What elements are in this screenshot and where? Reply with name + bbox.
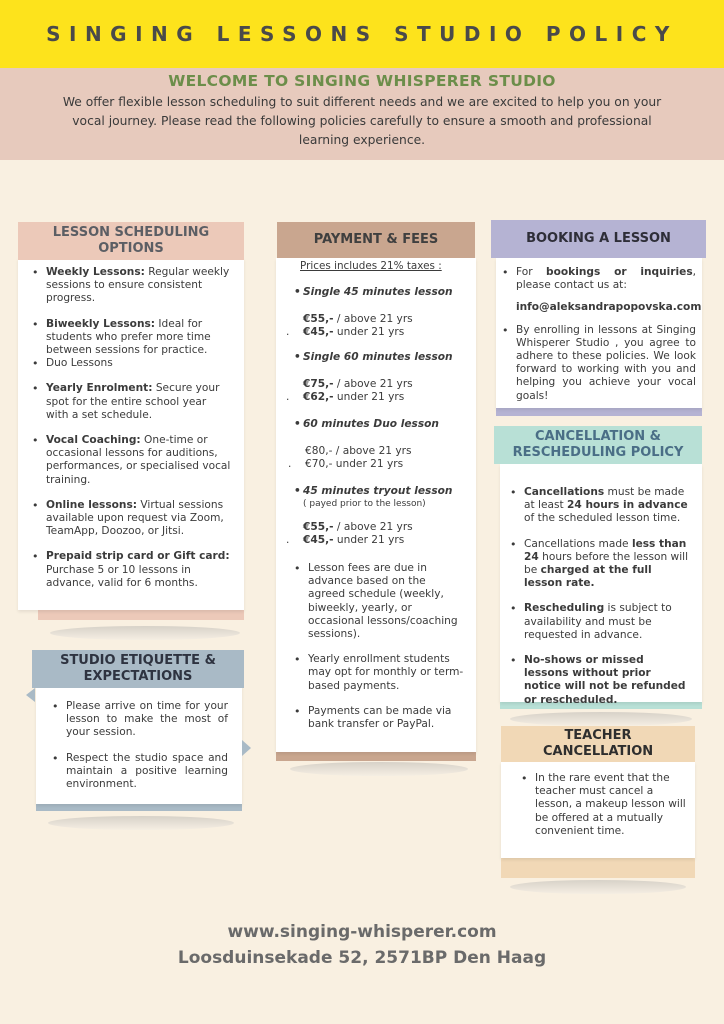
title-banner: [0, 0, 724, 68]
booking-list: [502, 266, 702, 415]
etiquette-left-tab: [26, 688, 35, 702]
list-item: • Online lessons: Virtual sessions available upon request via Zoom, TeamApp, Doozoo, or Jitsi.: [32, 499, 232, 539]
teacher-card: [501, 762, 695, 858]
teacher-shadow: [510, 880, 686, 894]
list-item: • Vocal Coaching: One-time or occasional lessons for auditions, performances, or specialised vocal training.: [32, 434, 232, 487]
price-group: • 45 minutes tryout lesson ( payed prior to the lesson) €55,- / above 21 yrs . €45,- under 21 yrs: [286, 485, 453, 546]
teacher-list: [521, 772, 689, 838]
welcome-title: WELCOME TO SINGING WHISPERER STUDIO: [168, 72, 556, 90]
list-item: • Prepaid strip card or Gift card: Purchase 5 or 10 lessons in advance, valid for 6 months.: [32, 550, 232, 590]
list-item: • Cancellations made less than 24 hours before the lesson will be charged at the full lesson rate.: [510, 538, 690, 591]
email-link[interactable]: info@aleksandrapopovska.com: [516, 301, 702, 314]
scheduling-shadow: [50, 626, 240, 640]
payment-bottom-strip: [276, 751, 476, 761]
price-group: • 60 minutes Duo lesson €80,- / above 21 yrs . €70,- under 21 yrs: [288, 418, 439, 470]
price-group: • Single 45 minutes lesson €55,- / above 21 yrs . €45,- under 21 yrs: [286, 286, 453, 338]
etiquette-right-tab: [242, 740, 251, 756]
list-item: • For bookings or inquiries, please contact us at:: [502, 266, 696, 292]
etiquette-card: [36, 686, 242, 804]
price-group: • Single 60 minutes lesson €75,- / above 21 yrs . €62,- under 21 yrs: [286, 351, 453, 403]
address: Loosduinsekade 52, 2571BP Den Haag: [177, 948, 547, 968]
booking-card: [496, 258, 702, 408]
list-item: • Yearly Enrolment: Secure your spot for the entire school year with a set schedule.: [32, 382, 232, 422]
list-item: • In the rare event that the teacher must cancel a lesson, a makeup lesson will be offered at a mutually convenient time.: [521, 772, 689, 838]
cancellation-list: [510, 486, 690, 719]
etiquette-list: [52, 700, 228, 803]
scheduling-card: [18, 258, 244, 610]
list-item: • Payments can be made via bank transfer or PayPal.: [294, 705, 466, 731]
scheduling-heading: LESSON SCHEDULING OPTIONS: [18, 222, 244, 260]
list-item: • Duo Lessons: [32, 357, 232, 370]
scheduling-list: [32, 266, 232, 602]
page-title: SINGING LESSONS STUDIO POLICY: [46, 22, 678, 46]
welcome-section: [0, 68, 724, 160]
list-item: • Cancellations must be made at least 24 hours in advance of the scheduled lesson time.: [510, 486, 690, 526]
list-item: • Please arrive on time for your lesson to make the most of your session.: [52, 700, 228, 740]
etiquette-heading: STUDIO ETIQUETTE & EXPECTATIONS: [32, 650, 244, 688]
welcome-text: We offer flexible lesson scheduling to suit different needs and we are excited to help you on your vocal journey. Please read the following policies carefully to ensure a smooth and professional learning experience.: [62, 95, 662, 147]
list-item: • No-shows or missed lessons without prior notice will not be refunded or rescheduled.: [510, 654, 690, 707]
list-item: • By enrolling in lessons at Singing Whisperer Studio , you agree to adhere to these policies. We look forward to working with you and helping you achieve your vocal goals!: [502, 324, 696, 403]
list-item: • Rescheduling is subject to availability and must be requested in advance.: [510, 602, 690, 642]
list-item: • Lesson fees are due in advance based on the agreed schedule (weekly, biweekly, yearly, or occasional lessons/coaching sessions).: [294, 562, 466, 641]
teacher-heading: TEACHER CANCELLATION: [501, 726, 695, 762]
list-item: • Biweekly Lessons: Ideal for students who prefer more time between sessions for practice.: [32, 318, 232, 358]
booking-heading: BOOKING A LESSON: [491, 220, 706, 258]
list-item: • Yearly enrollment students may opt for monthly or term-based payments.: [294, 653, 466, 693]
payment-shadow: [290, 762, 468, 776]
cancellation-heading: CANCELLATION & RESCHEDULING POLICY: [494, 426, 702, 464]
payment-card: [276, 258, 476, 752]
tax-note: Prices includes 21% taxes :: [300, 260, 442, 272]
payment-heading: PAYMENT & FEES: [277, 222, 475, 258]
list-item: • Weekly Lessons: Regular weekly sessions to ensure consistent progress.: [32, 266, 232, 306]
website-link[interactable]: www.singing-whisperer.com: [227, 922, 497, 942]
list-item: • Respect the studio space and maintain a positive learning environment.: [52, 752, 228, 792]
payment-list: [294, 562, 466, 743]
cancellation-card: [500, 464, 702, 706]
teacher-bottom-strip: [501, 856, 695, 878]
etiquette-shadow: [48, 816, 234, 830]
